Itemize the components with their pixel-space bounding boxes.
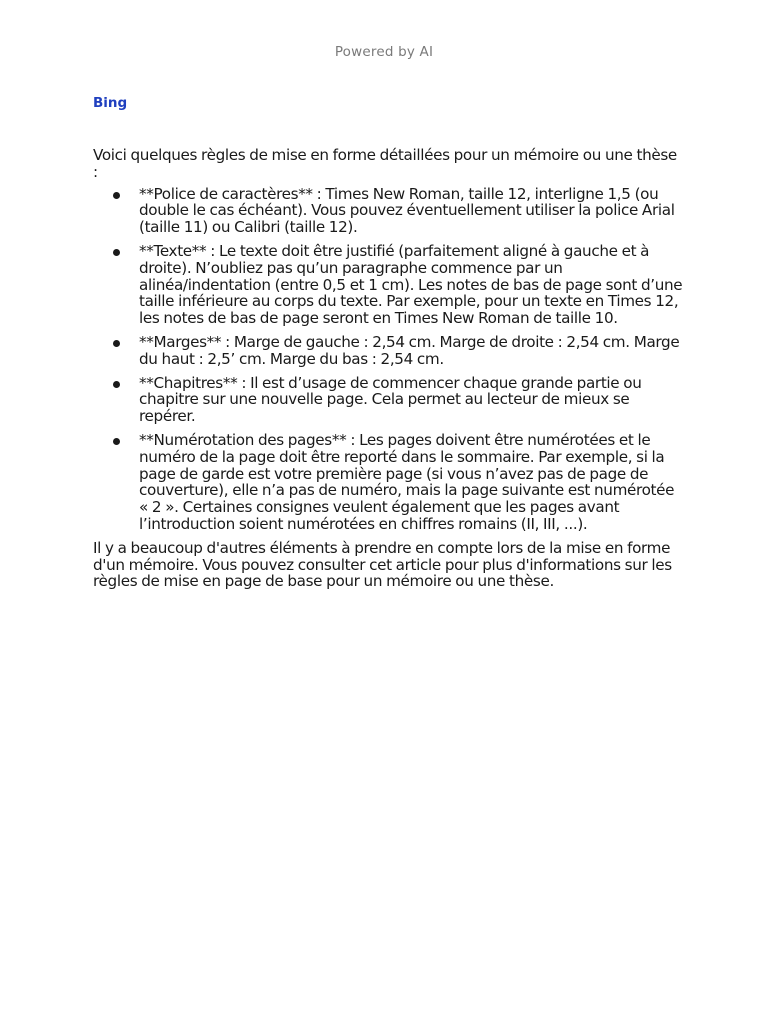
response-body — [93, 147, 683, 590]
powered-by-header: Powered by AI — [334, 44, 434, 60]
list-item-text: **Texte** : Le texte doit être justifié (parfaitement aligné à gauche et à droite). N’oubliez pas qu’un paragraphe commence par un alinéa/indentation (entre 0,5 et 1 cm). Les notes de bas de page sont d’une taille inférieure au corps du texte. Par exemple, pour un texte en Times 12, les notes de bas de page seront en Times New Roman de taille 10. — [139, 241, 683, 328]
list-item — [93, 432, 683, 533]
bullet-icon — [113, 381, 120, 388]
list-item-text: **Chapitres** : Il est d’usage de commencer chaque grande partie ou chapitre sur une nouvelle page. Cela permet au lecteur de mieux se repérer. — [139, 373, 642, 426]
list-item-text: **Numérotation des pages** : Les pages doivent être numérotées et le numéro de la page doit être reporté dans le sommaire. Par exemple, si la page de garde est votre première page (si vous n’avez pas de page de couverture), elle n’a pas de numéro, mais la page suivante est numérotée « 2 ». Certaines consignes veulent également que les pages avant l’introduction soient numérotées en chiffres romains (II, III, ...). — [139, 430, 675, 533]
intro-paragraph: Voici quelques règles de mise en forme détaillées pour un mémoire ou une thèse : — [93, 146, 677, 181]
rules-list — [93, 186, 683, 533]
bullet-icon — [113, 438, 120, 445]
list-item — [93, 375, 683, 425]
bullet-icon — [113, 192, 120, 199]
bullet-icon — [113, 249, 120, 256]
list-item-text: **Police de caractères** : Times New Roman, taille 12, interligne 1,5 (ou double le cas échéant). Vous pouvez éventuellement utiliser la police Arial (taille 11) ou Calibri (taille 12). — [139, 184, 675, 237]
list-item-text: **Marges** : Marge de gauche : 2,54 cm. Marge de droite : 2,54 cm. Marge du haut : 2,5’ cm. Marge du bas : 2,54 cm. — [139, 332, 680, 368]
list-item — [93, 243, 683, 327]
bullet-icon — [113, 340, 120, 347]
source-label: Bing — [93, 95, 128, 111]
list-item — [93, 186, 683, 236]
list-item — [93, 334, 683, 368]
outro-paragraph: Il y a beaucoup d'autres éléments à prendre en compte lors de la mise en forme d'un mémoire. Vous pouvez consulter cet article pour plus d'informations sur les règles de mise en page de base pour un mémoire ou une thèse. — [93, 538, 672, 591]
